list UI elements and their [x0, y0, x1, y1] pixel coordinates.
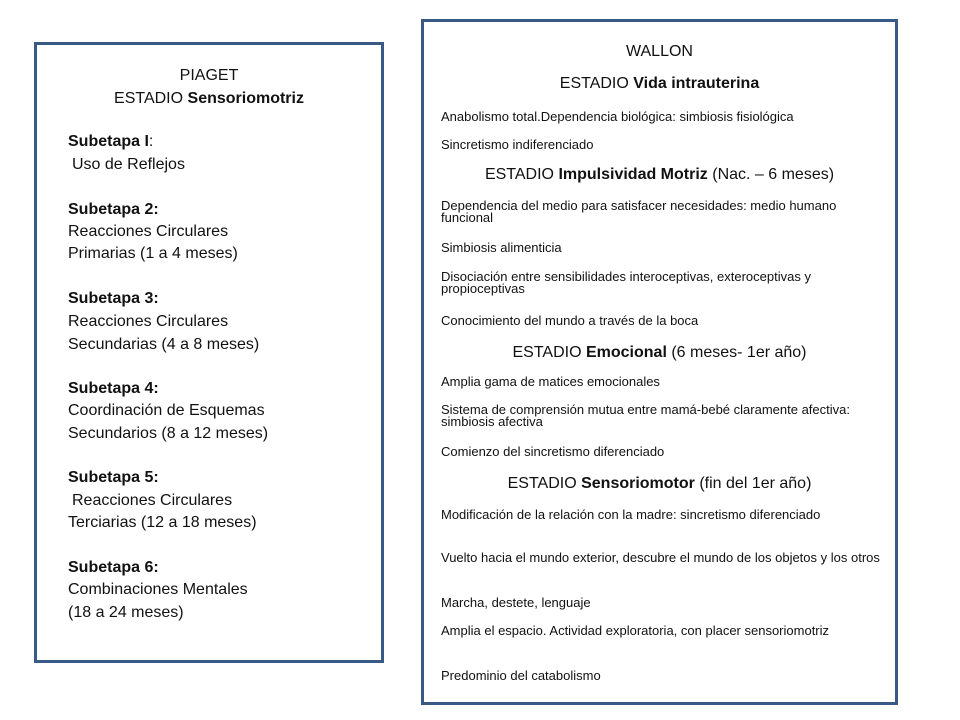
- wallon-stage-2-item-2: Simbiosis alimenticia: [441, 240, 562, 255]
- substage-3-label: Subetapa 3:: [68, 290, 159, 307]
- wallon-stage-1-item-2: Sincretismo indiferenciado: [441, 137, 594, 152]
- substage-2-label: Subetapa 2:: [68, 201, 159, 218]
- wallon-stage-3-item-3: Comienzo del sincretismo diferenciado: [441, 444, 665, 459]
- wallon-stage-4-title: ESTADIO Sensoriomotor (fin del 1er año): [507, 475, 812, 492]
- piaget-stage-name: Sensoriomotriz: [187, 90, 304, 107]
- substage-4-line-1: Coordinación de Esquemas: [68, 402, 265, 419]
- wallon-stage-4-item-1: Modificación de la relación con la madre: sincretismo diferenciado: [441, 507, 821, 522]
- wallon-stage-3-item-2: Sistema de comprensión mutua entre mamá-bebé claramente afectiva: simbiosis afectiva: [441, 402, 850, 429]
- substage-1-line-1: Uso de Reflejos: [72, 156, 185, 173]
- wallon-stage-1-title: ESTADIO Vida intrauterina: [559, 75, 760, 92]
- piaget-author: PIAGET: [179, 67, 239, 84]
- wallon-stage-2-item-4: Conocimiento del mundo a través de la boca: [441, 313, 699, 328]
- wallon-stage-3-item-1: Amplia gama de matices emocionales: [441, 374, 660, 389]
- wallon-stage-1-item-1: Anabolismo total.Dependencia biológica: simbiosis fisiológica: [441, 109, 794, 124]
- wallon-stage-4-item-4: Amplia el espacio. Actividad exploratoria, con placer sensoriomotriz: [441, 623, 830, 638]
- piaget-stage-prefix: ESTADIO: [114, 90, 184, 107]
- piaget-stage-title: [37, 90, 381, 108]
- wallon-stage-4-item-5: Predominio del catabolismo: [441, 668, 601, 683]
- wallon-stage-2-title: ESTADIO Impulsividad Motriz (Nac. – 6 meses): [484, 166, 835, 183]
- wallon-stage-3-title: ESTADIO Emocional (6 meses- 1er año): [512, 344, 807, 361]
- wallon-stage-4-item-2: Vuelto hacia el mundo exterior, descubre el mundo de los objetos y los otros: [441, 550, 880, 565]
- wallon-author: WALLON: [626, 43, 693, 60]
- substage-6-label: Subetapa 6:: [68, 559, 159, 576]
- wallon-stage-4-item-3: Marcha, destete, lenguaje: [441, 595, 591, 610]
- substage-2-line-1: Reacciones Circulares: [68, 223, 229, 240]
- substage-1-label: Subetapa I:: [68, 133, 154, 150]
- substage-2-line-2: Primarias (1 a 4 meses): [68, 245, 238, 262]
- wallon-stage-2-item-3: Disociación entre sensibilidades interoceptivas, exteroceptivas y propioceptivas: [441, 269, 811, 296]
- substage-5-label: Subetapa 5:: [68, 469, 159, 486]
- substage-4-line-2: Secundarios (8 a 12 meses): [68, 425, 269, 442]
- substage-6-line-2: (18 a 24 meses): [68, 604, 184, 621]
- piaget-panel: [34, 42, 384, 663]
- substage-3-line-2: Secundarias (4 a 8 meses): [68, 336, 260, 353]
- wallon-stage-2-item-1: Dependencia del medio para satisfacer necesidades: medio humano funcional: [441, 198, 837, 225]
- substage-5-line-1: Reacciones Circulares: [72, 492, 233, 509]
- wallon-panel: [421, 19, 898, 705]
- substage-4-label: Subetapa 4:: [68, 380, 159, 397]
- substage-6-line-1: Combinaciones Mentales: [68, 581, 248, 598]
- substage-3-line-1: Reacciones Circulares: [68, 313, 229, 330]
- substage-5-line-2: Terciarias (12 a 18 meses): [68, 514, 257, 531]
